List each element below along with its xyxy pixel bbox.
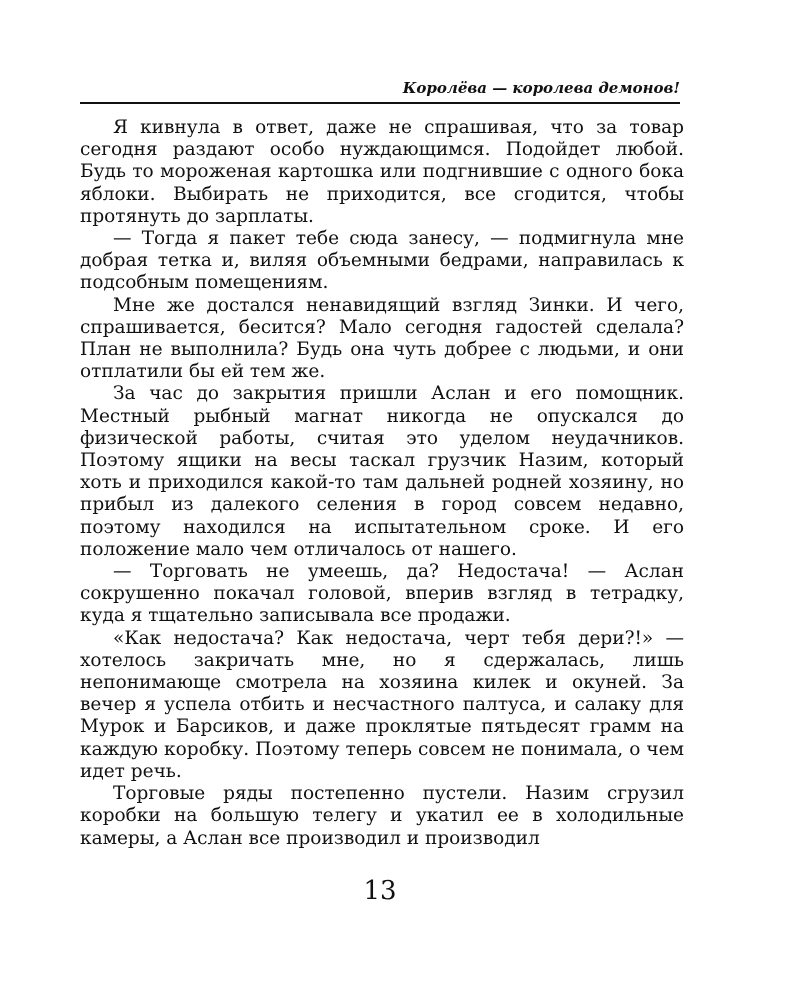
paragraph: Торговые ряды постепенно пустели. Назим сгрузил коробки на большую телегу и укатил ее в холодильные камеры, а Аслан все производил и производил xyxy=(80,783,684,849)
paragraph: За час до закрытия пришли Аслан и его помощник. Местный рыбный магнат никогда не опускался до физической работы, считая это уделом неудачников. Поэтому ящики на весы таскал грузчик Назим, который хоть и приходился какой-то там дальней родней хозяину, но прибыл из далекого селения в город совсем недавно, поэтому находился на испытательном сроке. И его положение мало чем отличалось от нашего. xyxy=(80,383,684,560)
header-divider xyxy=(80,102,680,104)
paragraph: Я кивнула в ответ, даже не спрашивая, что за товар сегодня раздают особо нуждающимся. Подойдет любой. Будь то мороженая картошка или подгнившие с одного бока яблоки. Выбирать не приходится, все сгодится, чтобы протянуть до зарплаты. xyxy=(80,117,684,227)
running-header-title: Королёва — королева демонов! xyxy=(402,79,680,97)
paragraph: «Как недостача? Как недостача, черт тебя дери?!» — хотелось закричать мне, но я сдержалась, лишь непонимающе смотрела на хозяина килек и окуней. За вечер я успела отбить и несчастного палтуса, и салаку для Мурок и Барсиков, и даже проклятые пятьдесят грамм на каждую коробку. Поэтому теперь совсем не понимала, о чем идет речь. xyxy=(80,627,684,782)
body-text xyxy=(80,117,684,850)
paragraph: Мне же достался ненавидящий взгляд Зинки. И чего, спрашивается, бесится? Мало сегодня гадостей сделала? План не выполнила? Будь она чуть добрее с людьми, и они отплатили бы ей тем же. xyxy=(80,294,684,383)
page-number: 13 xyxy=(363,876,397,906)
paragraph: — Тогда я пакет тебе сюда занесу, — подмигнула мне добрая тетка и, виляя объемными бедрами, направилась к подсобным помещениям. xyxy=(80,228,684,294)
paragraph: — Торговать не умеешь, да? Недостача! — Аслан сокрушенно покачал головой, вперив взгляд в тетрадку, куда я тщательно записывала все продажи. xyxy=(80,561,684,627)
